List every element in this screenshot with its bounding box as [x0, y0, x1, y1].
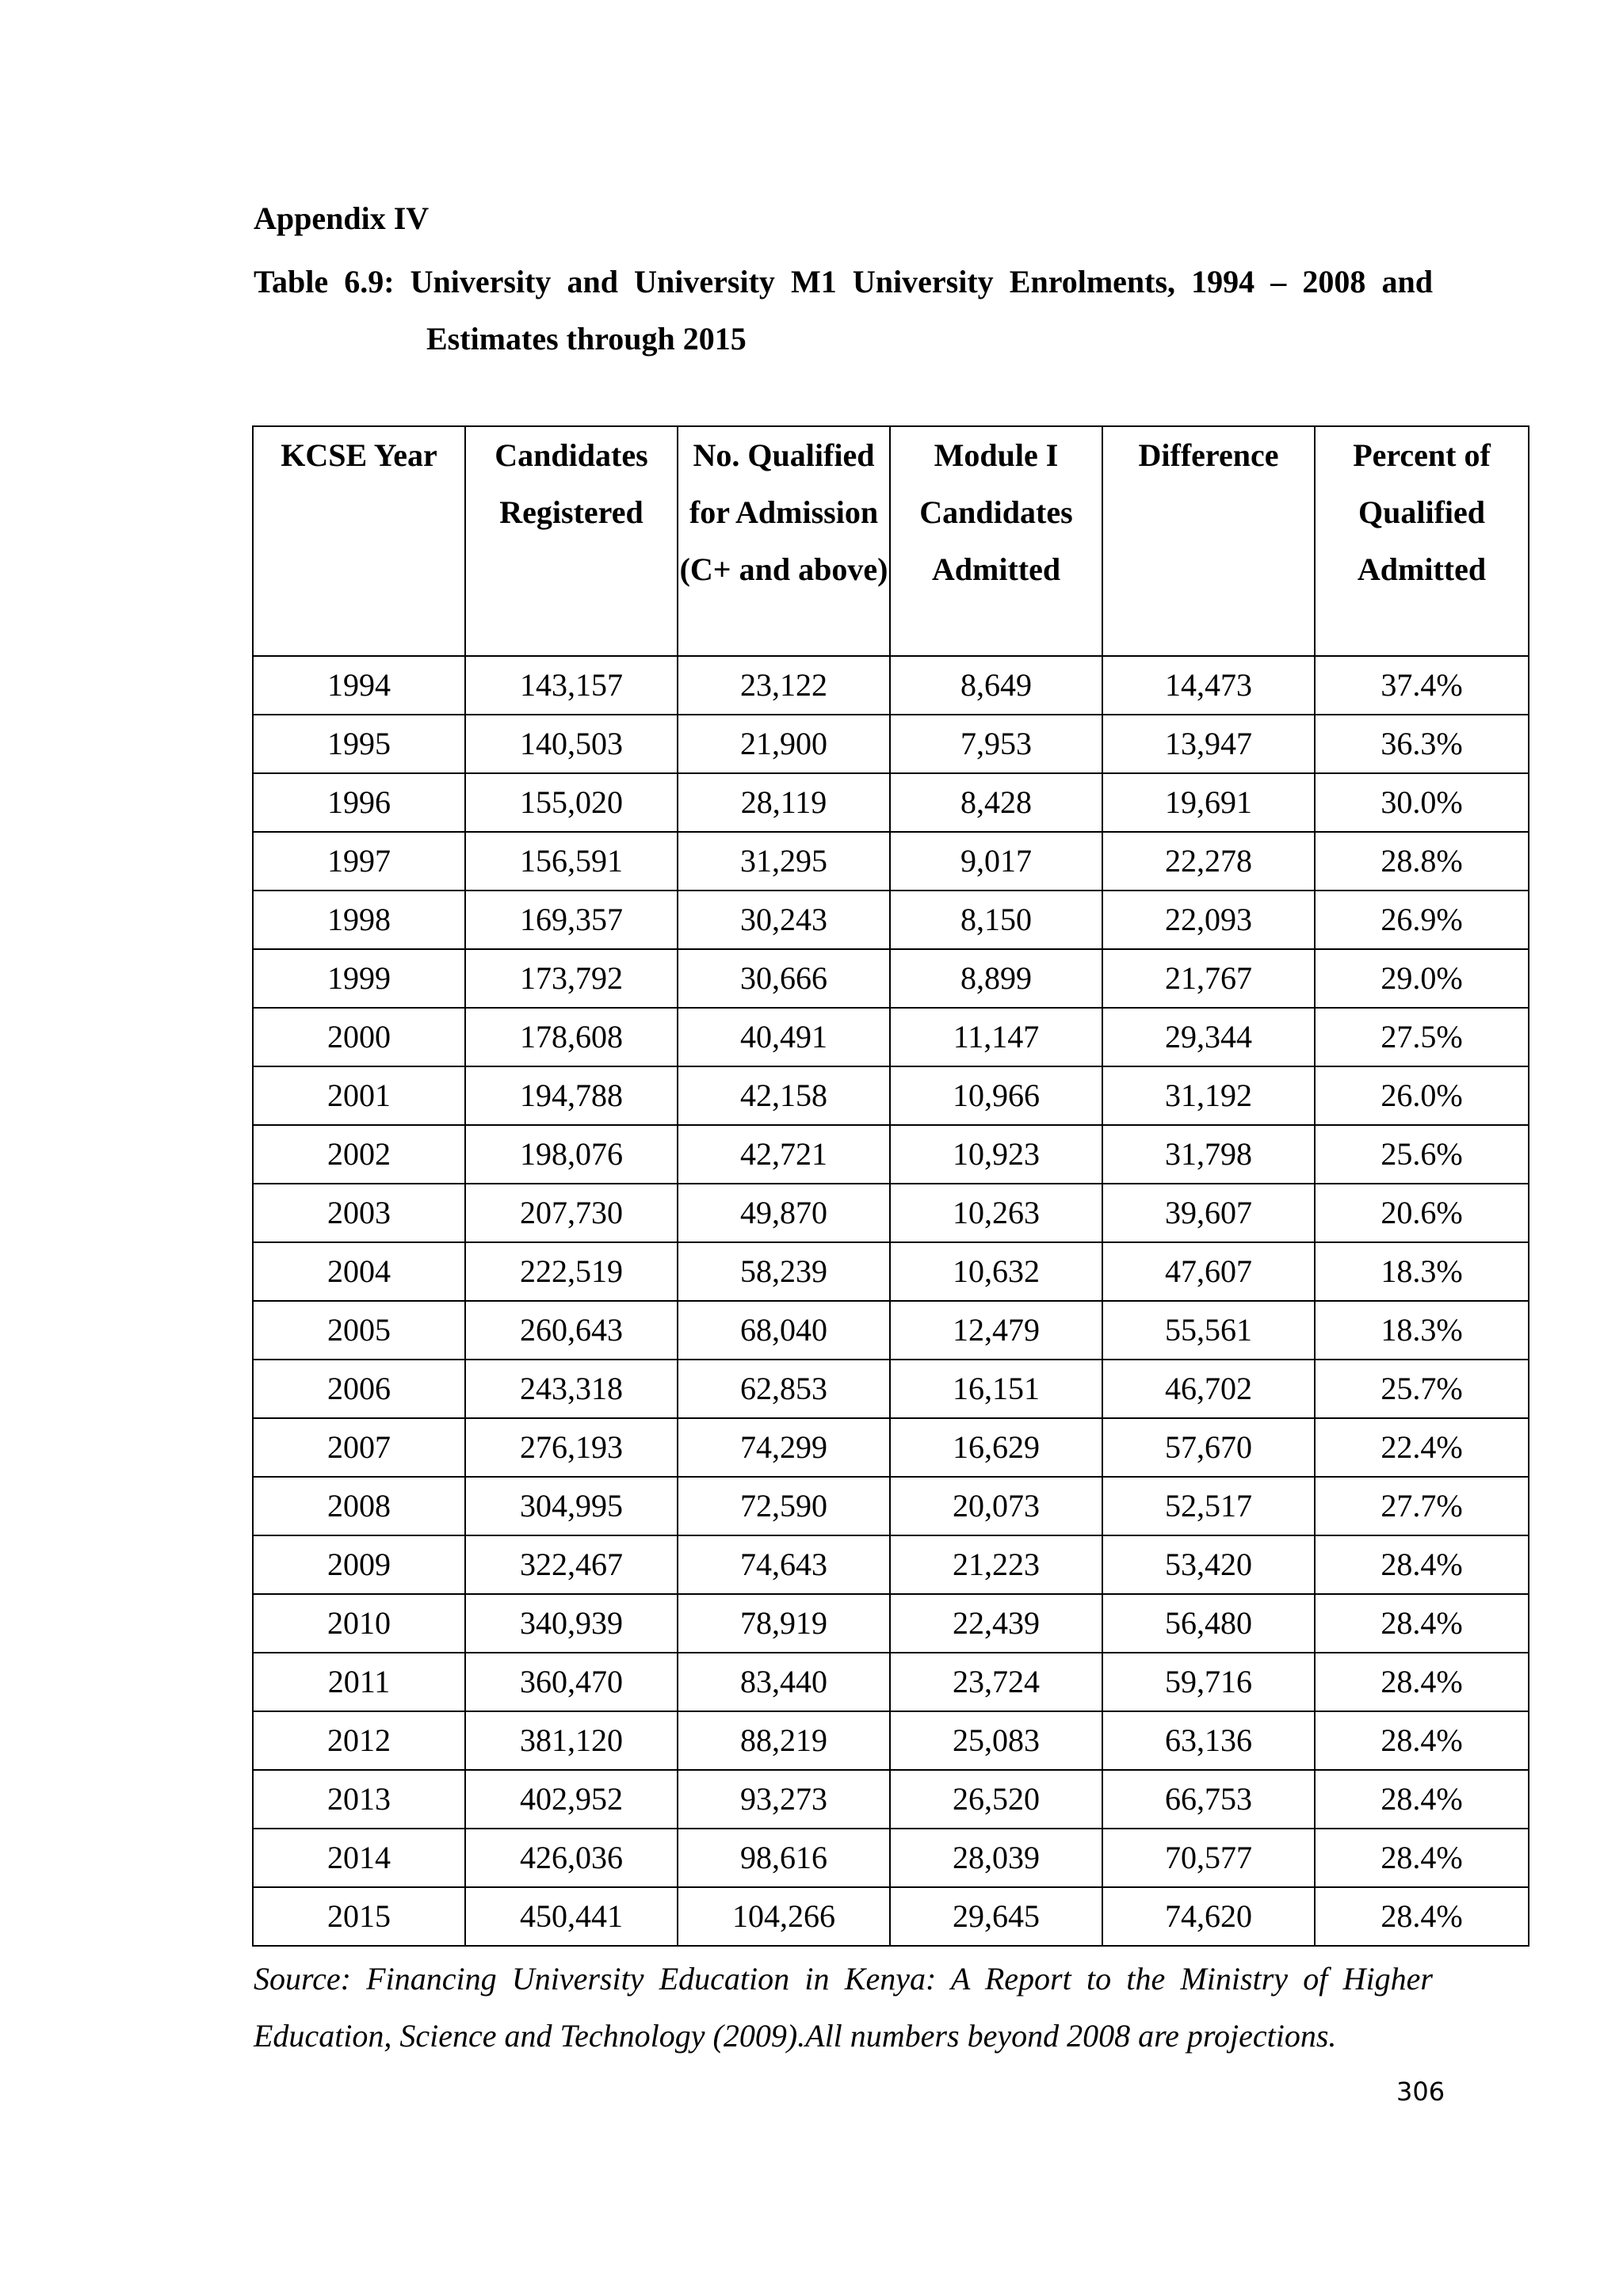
table-cell: 42,158: [678, 1066, 890, 1125]
table-cell: 14,473: [1102, 656, 1315, 715]
table-cell: 28.4%: [1315, 1711, 1529, 1770]
header-module-i-admitted: Module I Candidates Admitted: [890, 426, 1102, 656]
table-cell: 63,136: [1102, 1711, 1315, 1770]
header-kcse-year: KCSE Year: [253, 426, 465, 656]
table-cell: 10,263: [890, 1184, 1102, 1242]
table-cell: 2013: [253, 1770, 465, 1829]
table-body: [253, 656, 1529, 1946]
table-cell: 173,792: [465, 949, 678, 1008]
table-cell: 66,753: [1102, 1770, 1315, 1829]
table-cell: 16,151: [890, 1360, 1102, 1418]
table-cell: 156,591: [465, 832, 678, 891]
enrolment-table: [252, 425, 1529, 1947]
table-row: [253, 1008, 1529, 1066]
table-cell: 55,561: [1102, 1301, 1315, 1360]
table-cell: 10,966: [890, 1066, 1102, 1125]
table-row: [253, 656, 1529, 715]
table-cell: 39,607: [1102, 1184, 1315, 1242]
table-row: [253, 891, 1529, 949]
table-cell: 31,295: [678, 832, 890, 891]
table-cell: 30.0%: [1315, 773, 1529, 832]
table-cell: 27.7%: [1315, 1477, 1529, 1535]
table-cell: 402,952: [465, 1770, 678, 1829]
table-row: [253, 1535, 1529, 1594]
table-cell: 8,899: [890, 949, 1102, 1008]
table-title: [254, 254, 1442, 368]
table-cell: 57,670: [1102, 1418, 1315, 1477]
table-cell: 28.8%: [1315, 832, 1529, 891]
table-cell: 243,318: [465, 1360, 678, 1418]
table-cell: 31,192: [1102, 1066, 1315, 1125]
table-cell: 2014: [253, 1829, 465, 1887]
table-cell: 360,470: [465, 1653, 678, 1711]
table-cell: 29,645: [890, 1887, 1102, 1946]
table-cell: 16,629: [890, 1418, 1102, 1477]
table-cell: 53,420: [1102, 1535, 1315, 1594]
table-cell: 2008: [253, 1477, 465, 1535]
table-cell: 381,120: [465, 1711, 678, 1770]
table-cell: 8,428: [890, 773, 1102, 832]
table-row: [253, 1066, 1529, 1125]
table-cell: 72,590: [678, 1477, 890, 1535]
table-cell: 198,076: [465, 1125, 678, 1184]
table-cell: 2011: [253, 1653, 465, 1711]
table-cell: 28.4%: [1315, 1887, 1529, 1946]
table-cell: 70,577: [1102, 1829, 1315, 1887]
source-line-1: Source: Financing University Education in Kenya: A Report to the Ministry of Higher: [254, 1961, 1433, 1997]
table-title-line-2: Estimates through 2015: [426, 321, 747, 357]
table-cell: 28.4%: [1315, 1770, 1529, 1829]
table-cell: 83,440: [678, 1653, 890, 1711]
table-cell: 1995: [253, 715, 465, 773]
table-cell: 2004: [253, 1242, 465, 1301]
table-cell: 2009: [253, 1535, 465, 1594]
header-candidates-registered: Candidates Registered: [465, 426, 678, 656]
table-cell: 322,467: [465, 1535, 678, 1594]
table-cell: 2006: [253, 1360, 465, 1418]
table-cell: 11,147: [890, 1008, 1102, 1066]
table-cell: 10,632: [890, 1242, 1102, 1301]
table-row: [253, 1418, 1529, 1477]
table-cell: 30,666: [678, 949, 890, 1008]
source-note: [254, 1951, 1442, 2065]
table-cell: 62,853: [678, 1360, 890, 1418]
table-cell: 7,953: [890, 715, 1102, 773]
table-cell: 28.4%: [1315, 1594, 1529, 1653]
table-cell: 21,900: [678, 715, 890, 773]
table-cell: 74,620: [1102, 1887, 1315, 1946]
table-cell: 22,439: [890, 1594, 1102, 1653]
header-difference: Difference: [1102, 426, 1315, 656]
table-cell: 9,017: [890, 832, 1102, 891]
table-title-line-1: Table 6.9: University and University M1 University Enrolments, 1994 – 2008 and: [254, 264, 1433, 299]
table-cell: 26.0%: [1315, 1066, 1529, 1125]
table-cell: 18.3%: [1315, 1301, 1529, 1360]
table-cell: 25.7%: [1315, 1360, 1529, 1418]
table-cell: 59,716: [1102, 1653, 1315, 1711]
table-cell: 28.4%: [1315, 1829, 1529, 1887]
table-row: [253, 1594, 1529, 1653]
table-cell: 42,721: [678, 1125, 890, 1184]
table-header-row: [253, 426, 1529, 656]
table-cell: 20.6%: [1315, 1184, 1529, 1242]
table-cell: 31,798: [1102, 1125, 1315, 1184]
table-cell: 194,788: [465, 1066, 678, 1125]
table-cell: 2001: [253, 1066, 465, 1125]
table-cell: 52,517: [1102, 1477, 1315, 1535]
table-cell: 340,939: [465, 1594, 678, 1653]
table-cell: 178,608: [465, 1008, 678, 1066]
table-cell: 2010: [253, 1594, 465, 1653]
table-cell: 37.4%: [1315, 656, 1529, 715]
source-line-2: Education, Science and Technology (2009).All numbers beyond 2008 are projections.: [254, 2018, 1337, 2054]
table-cell: 36.3%: [1315, 715, 1529, 773]
appendix-heading: Appendix IV: [254, 200, 430, 236]
table-cell: 74,643: [678, 1535, 890, 1594]
table-cell: 276,193: [465, 1418, 678, 1477]
table-cell: 2012: [253, 1711, 465, 1770]
table-cell: 28,119: [678, 773, 890, 832]
table-row: [253, 949, 1529, 1008]
table-cell: 23,724: [890, 1653, 1102, 1711]
table-row: [253, 832, 1529, 891]
table-cell: 26,520: [890, 1770, 1102, 1829]
table-cell: 20,073: [890, 1477, 1102, 1535]
table-cell: 304,995: [465, 1477, 678, 1535]
table-cell: 74,299: [678, 1418, 890, 1477]
table-cell: 19,691: [1102, 773, 1315, 832]
table-cell: 1994: [253, 656, 465, 715]
table-cell: 58,239: [678, 1242, 890, 1301]
table-row: [253, 773, 1529, 832]
table-cell: 25,083: [890, 1711, 1102, 1770]
table-row: [253, 1887, 1529, 1946]
table-cell: 40,491: [678, 1008, 890, 1066]
table-cell: 18.3%: [1315, 1242, 1529, 1301]
table-cell: 25.6%: [1315, 1125, 1529, 1184]
table-cell: 1996: [253, 773, 465, 832]
table-cell: 46,702: [1102, 1360, 1315, 1418]
table-cell: 2007: [253, 1418, 465, 1477]
table-cell: 22,093: [1102, 891, 1315, 949]
table-cell: 88,219: [678, 1711, 890, 1770]
table-row: [253, 1477, 1529, 1535]
table-row: [253, 1360, 1529, 1418]
table-cell: 1999: [253, 949, 465, 1008]
page-number: 306: [1396, 2077, 1445, 2107]
table-cell: 143,157: [465, 656, 678, 715]
table-cell: 29,344: [1102, 1008, 1315, 1066]
table-cell: 30,243: [678, 891, 890, 949]
table-row: [253, 1711, 1529, 1770]
table-cell: 93,273: [678, 1770, 890, 1829]
table-cell: 207,730: [465, 1184, 678, 1242]
table-cell: 169,357: [465, 891, 678, 949]
header-percent-admitted: Percent of Qualified Admitted: [1315, 426, 1529, 656]
table-cell: 1998: [253, 891, 465, 949]
table-cell: 12,479: [890, 1301, 1102, 1360]
table-cell: 27.5%: [1315, 1008, 1529, 1066]
table-cell: 28.4%: [1315, 1535, 1529, 1594]
table-cell: 450,441: [465, 1887, 678, 1946]
table-cell: 222,519: [465, 1242, 678, 1301]
table-cell: 47,607: [1102, 1242, 1315, 1301]
table-cell: 2005: [253, 1301, 465, 1360]
table-cell: 28.4%: [1315, 1653, 1529, 1711]
table-cell: 21,767: [1102, 949, 1315, 1008]
table-cell: 155,020: [465, 773, 678, 832]
table-cell: 26.9%: [1315, 891, 1529, 949]
table-cell: 8,649: [890, 656, 1102, 715]
table-cell: 13,947: [1102, 715, 1315, 773]
table-cell: 140,503: [465, 715, 678, 773]
table-cell: 2000: [253, 1008, 465, 1066]
table-cell: 56,480: [1102, 1594, 1315, 1653]
table-cell: 21,223: [890, 1535, 1102, 1594]
table-cell: 28,039: [890, 1829, 1102, 1887]
table-row: [253, 715, 1529, 773]
table-cell: 68,040: [678, 1301, 890, 1360]
table-cell: 23,122: [678, 656, 890, 715]
table-cell: 10,923: [890, 1125, 1102, 1184]
table-row: [253, 1242, 1529, 1301]
table-cell: 2003: [253, 1184, 465, 1242]
table-row: [253, 1770, 1529, 1829]
table-cell: 426,036: [465, 1829, 678, 1887]
table-cell: 260,643: [465, 1301, 678, 1360]
table-cell: 8,150: [890, 891, 1102, 949]
table-cell: 2015: [253, 1887, 465, 1946]
table-cell: 22.4%: [1315, 1418, 1529, 1477]
table-cell: 78,919: [678, 1594, 890, 1653]
table-row: [253, 1125, 1529, 1184]
table-row: [253, 1301, 1529, 1360]
table-cell: 1997: [253, 832, 465, 891]
table-cell: 98,616: [678, 1829, 890, 1887]
header-no-qualified: No. Qualified for Admission (C+ and above): [678, 426, 890, 656]
table-row: [253, 1184, 1529, 1242]
table-cell: 2002: [253, 1125, 465, 1184]
table-cell: 22,278: [1102, 832, 1315, 891]
table-row: [253, 1829, 1529, 1887]
table-row: [253, 1653, 1529, 1711]
table-cell: 104,266: [678, 1887, 890, 1946]
table-cell: 29.0%: [1315, 949, 1529, 1008]
table-cell: 49,870: [678, 1184, 890, 1242]
